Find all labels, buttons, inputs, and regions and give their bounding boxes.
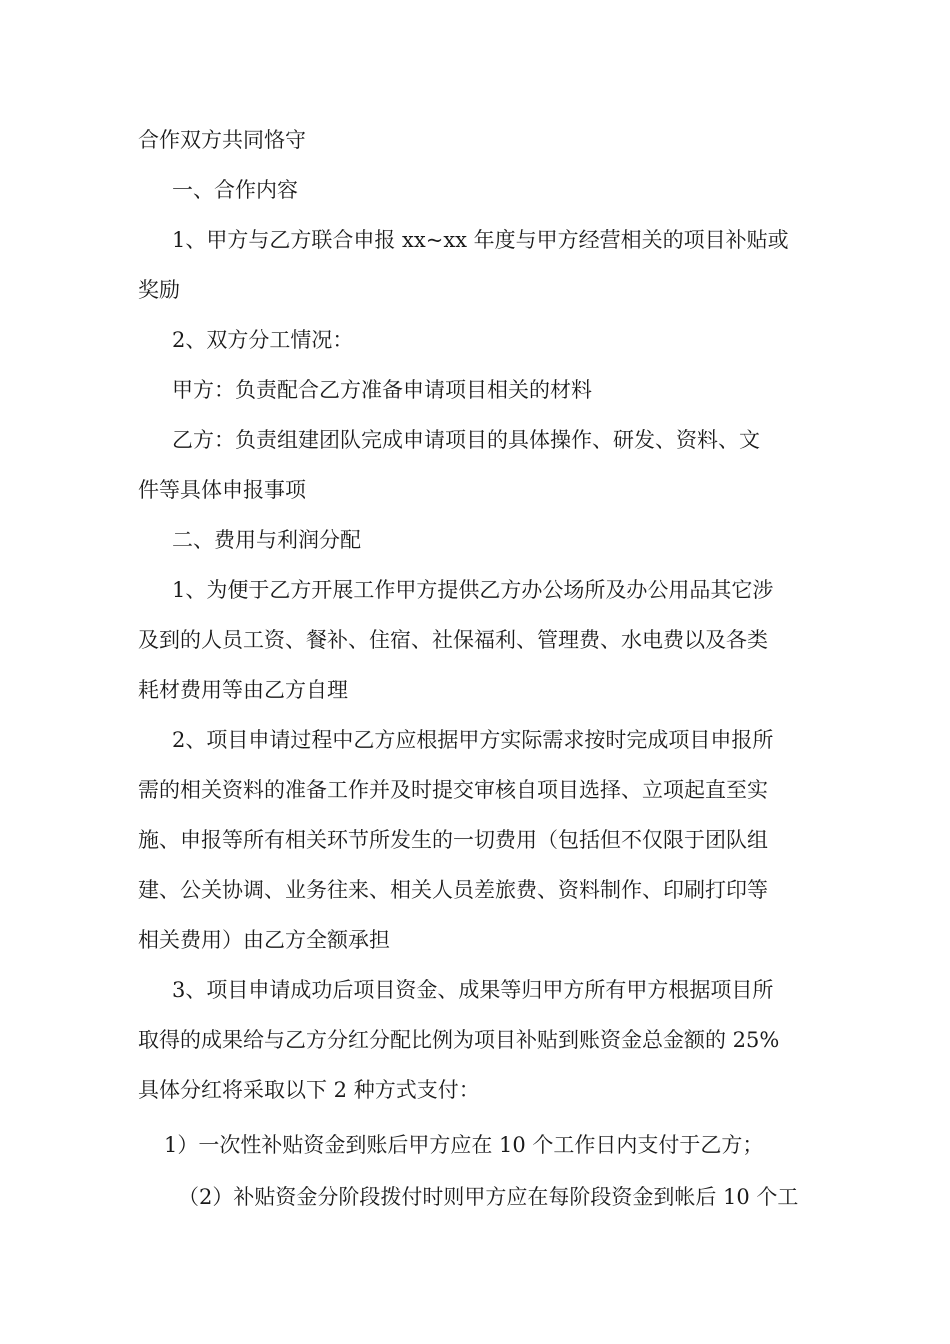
paragraph-line: 2、双方分工情况： (172, 328, 354, 352)
list-item-payment-option-1: 1）一次性补贴资金到账后甲方应在 10 个工作日内支付于乙方； (164, 1133, 764, 1157)
paragraph-line: 2、项目申请过程中乙方应根据甲方实际需求按时完成项目申报所 (172, 728, 774, 752)
paragraph-line: 1、甲方与乙方联合申报 xx~xx 年度与甲方经营相关的项目补贴或 (172, 228, 789, 252)
paragraph-line: 1、为便于乙方开展工作甲方提供乙方办公场所及办公用品其它涉 (172, 578, 774, 602)
paragraph-line: 相关费用）由乙方全额承担 (138, 928, 390, 952)
paragraph-line: 3、项目申请成功后项目资金、成果等归甲方所有甲方根据项目所 (172, 978, 774, 1002)
paragraph-line: 建、公关协调、业务往来、相关人员差旅费、资料制作、印刷打印等 (138, 878, 768, 902)
paragraph-line: 取得的成果给与乙方分红分配比例为项目补贴到账资金总金额的 25% (138, 1028, 780, 1052)
section-heading-cooperation-content: 一、合作内容 (172, 178, 298, 202)
paragraph-line: 乙方：负责组建团队完成申请项目的具体操作、研发、资料、文 (172, 428, 760, 452)
paragraph-line: 件等具体申报事项 (138, 478, 306, 502)
paragraph-line: 需的相关资料的准备工作并及时提交审核自项目选择、立项起直至实 (138, 778, 768, 802)
section-heading-cost-profit: 二、费用与利润分配 (172, 528, 361, 552)
paragraph-line: 及到的人员工资、餐补、住宿、社保福利、管理费、水电费以及各类 (138, 628, 768, 652)
list-item-payment-option-2: （2）补贴资金分阶段拨付时则甲方应在每阶段资金到帐后 10 个工 (178, 1185, 799, 1209)
paragraph-line: 甲方：负责配合乙方准备申请项目相关的材料 (172, 378, 592, 402)
paragraph-line: 具体分红将采取以下 2 种方式支付： (138, 1078, 480, 1102)
text-line-intro: 合作双方共同恪守 (138, 128, 306, 152)
paragraph-line: 施、申报等所有相关环节所发生的一切费用（包括但不仅限于团队组 (138, 828, 768, 852)
paragraph-line: 耗材费用等由乙方自理 (138, 678, 348, 702)
paragraph-line: 奖励 (138, 278, 180, 302)
